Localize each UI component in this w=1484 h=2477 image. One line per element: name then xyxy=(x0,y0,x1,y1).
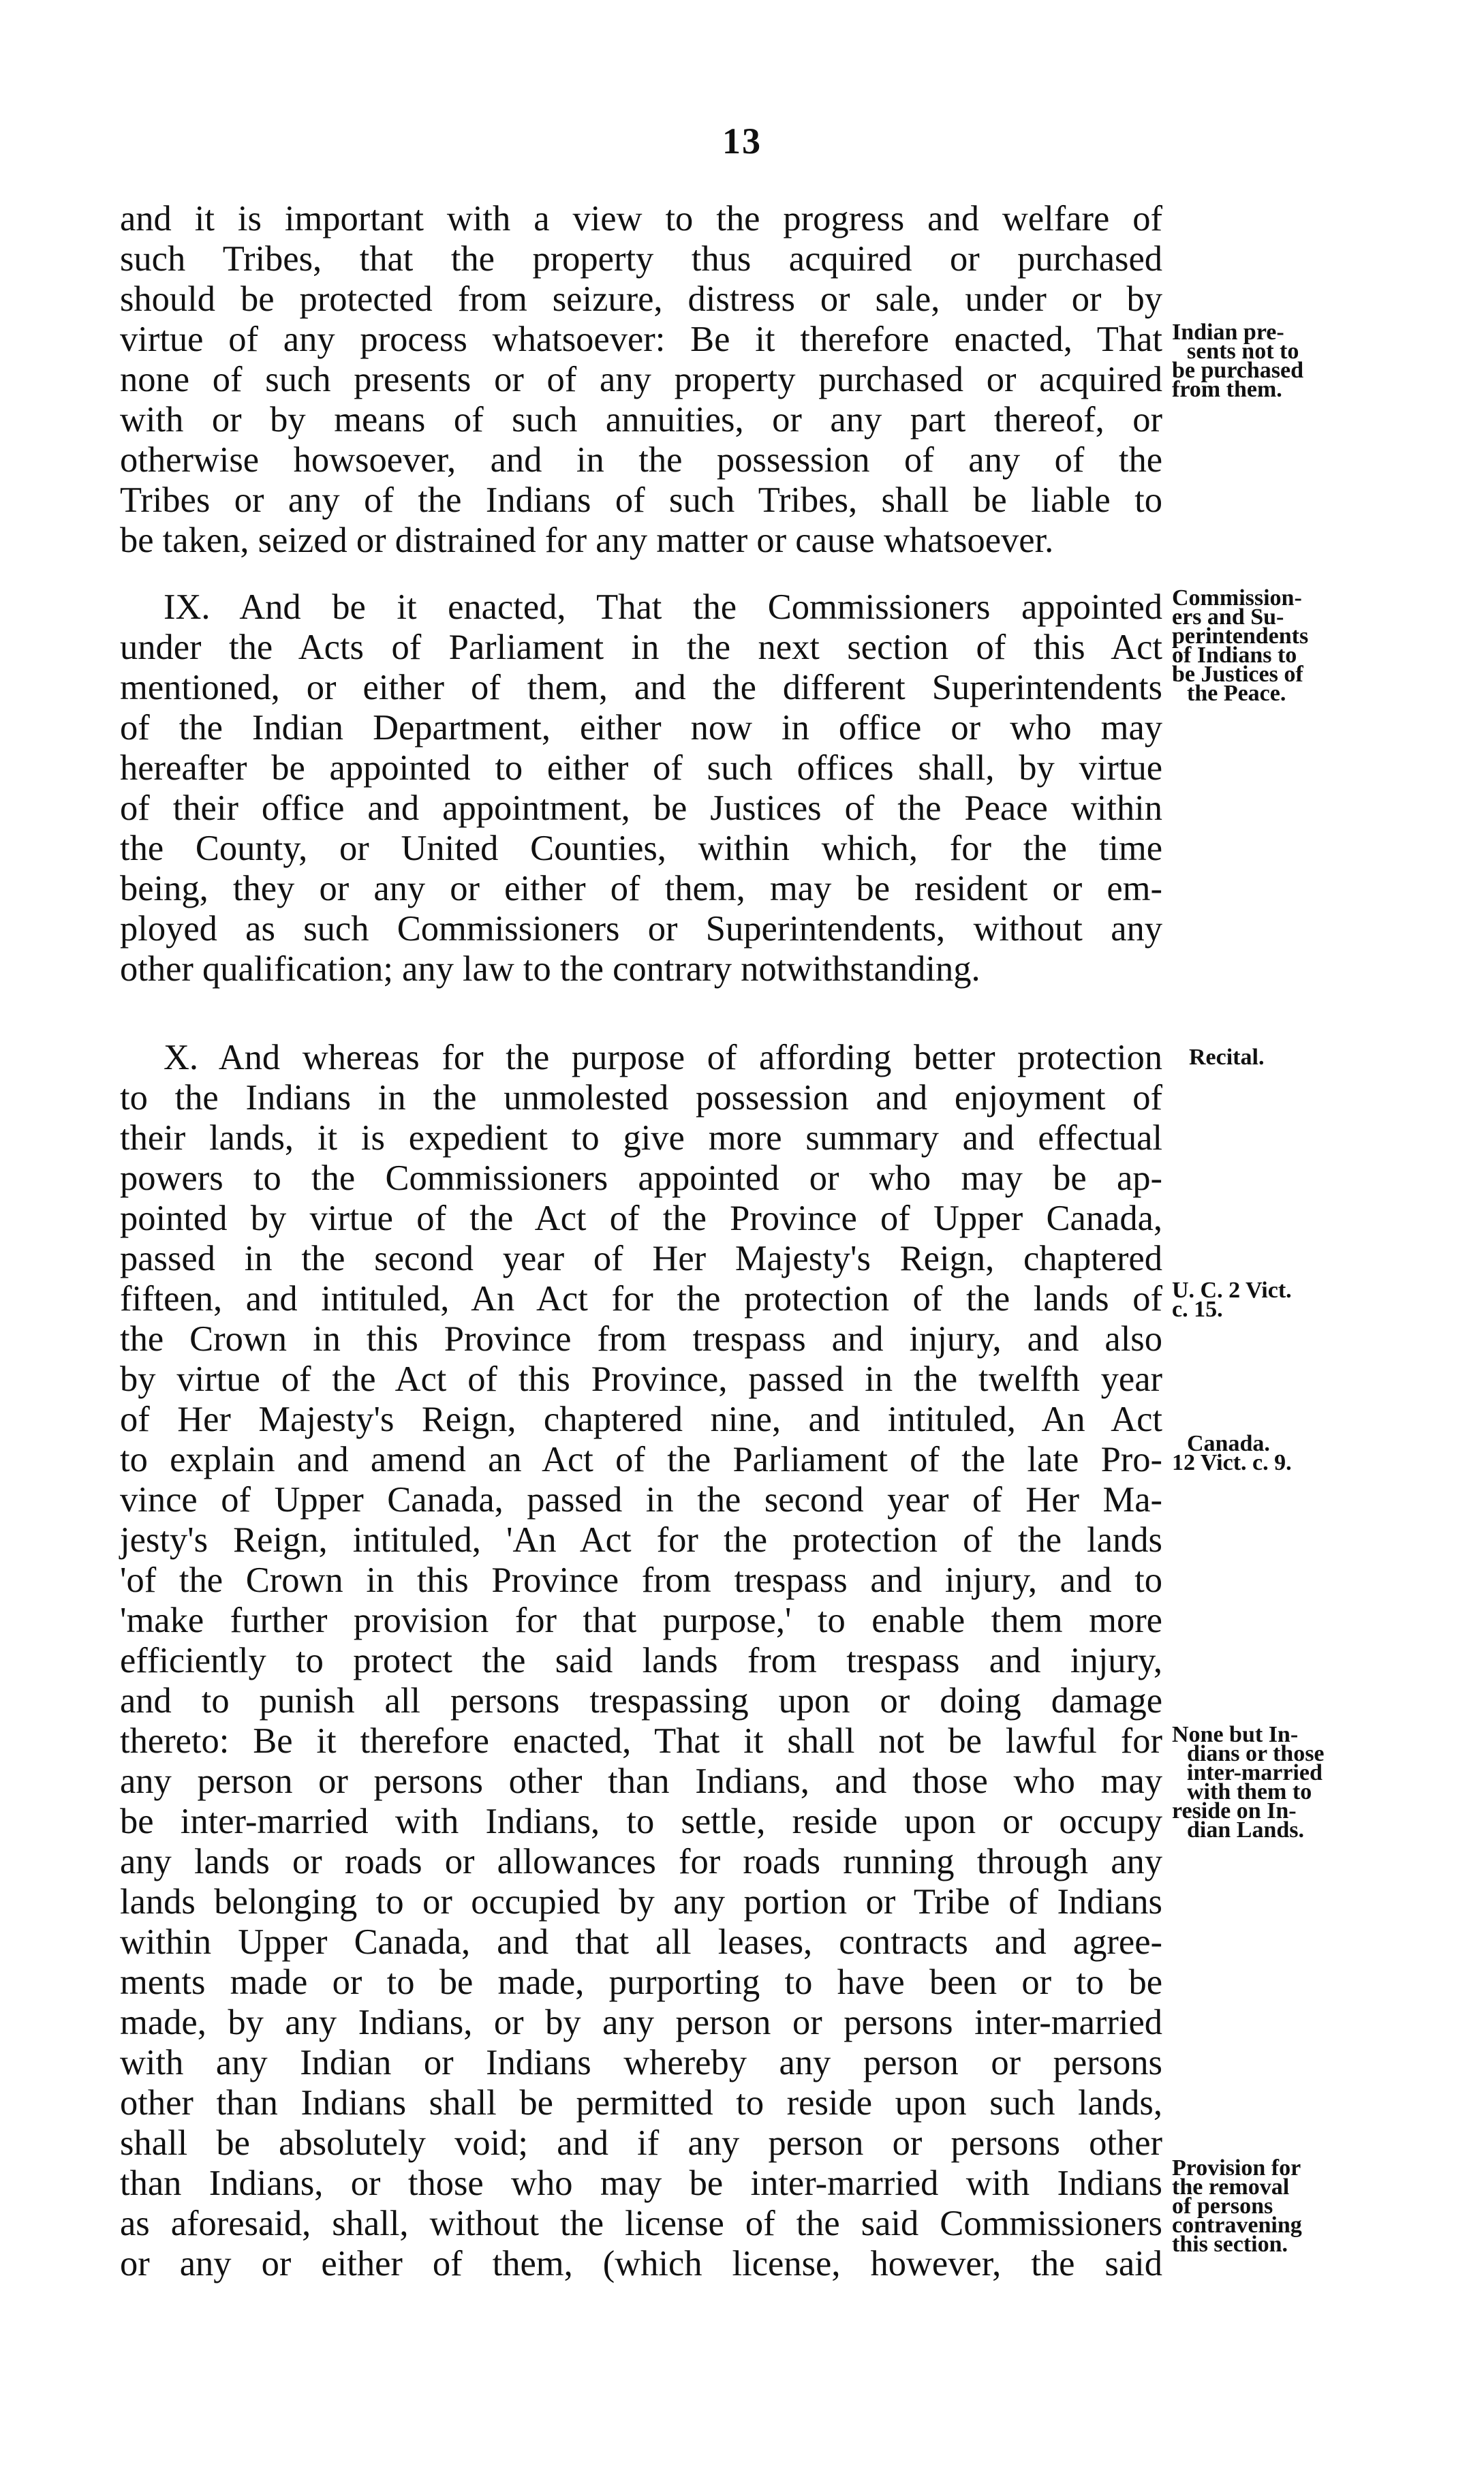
margin-note-line: Indian pre- xyxy=(1172,320,1284,345)
text-line: made, by any Indians, or by any person or persons inter-married xyxy=(120,2003,1162,2042)
text-line: vince of Upper Canada, passed in the second year of Her Ma- xyxy=(120,1480,1162,1520)
margin-note-line: ers and Su- xyxy=(1172,604,1284,630)
margin-note-line: sents not to xyxy=(1187,339,1299,364)
margin-note-line: dians or those xyxy=(1187,1741,1325,1766)
text-line: virtue of any process whatsoever: Be it therefore enacted, That xyxy=(120,320,1162,359)
text-line: passed in the second year of Her Majesty's Reign, chaptered xyxy=(120,1239,1162,1278)
margin-note-line: be purchased xyxy=(1172,358,1304,383)
text-line: hereafter be appointed to either of such offices shall, by virtue xyxy=(120,748,1162,788)
margin-note-line: this section. xyxy=(1172,2232,1288,2257)
margin-note-line: dian Lands. xyxy=(1187,1817,1304,1843)
margin-note-line: perintendents xyxy=(1172,624,1309,649)
text-line: of the Indian Department, either now in office or who may xyxy=(120,708,1162,748)
text-line: and it is important with a view to the progress and welfare of xyxy=(120,199,1162,239)
margin-note-line: Provision for xyxy=(1172,2155,1301,2181)
text-line: or any or either of them, (which license, however, the said xyxy=(120,2244,1162,2283)
text-line: within Upper Canada, and that all leases, contracts and agree- xyxy=(120,1922,1162,1962)
margin-note-line: of Indians to xyxy=(1172,643,1297,668)
text-line: be inter-married with Indians, to settle, reside upon or occupy xyxy=(120,1802,1162,1841)
text-line: their lands, it is expedient to give more summary and effectual xyxy=(120,1118,1162,1158)
margin-note-line: from them. xyxy=(1172,377,1282,402)
text-line: the Crown in this Province from trespass and injury, and also xyxy=(120,1319,1162,1359)
margin-note-line: None but In- xyxy=(1172,1722,1299,1747)
text-line: jesty's Reign, intituled, 'An Act for the protection of the lands xyxy=(120,1520,1162,1560)
margin-note-line: Commission- xyxy=(1172,585,1302,611)
text-line: efficiently to protect the said lands from trespass and injury, xyxy=(120,1641,1162,1680)
margin-note-line: be Justices of xyxy=(1172,662,1303,687)
margin-note-line: c. 15. xyxy=(1172,1297,1223,1322)
text-line: under the Acts of Parliament in the next section of this Act xyxy=(120,628,1162,667)
page-number: 13 xyxy=(722,121,762,161)
text-line: other qualification; any law to the contrary notwithstanding. xyxy=(120,949,980,989)
text-line: by virtue of the Act of this Province, passed in the twelfth year xyxy=(120,1359,1162,1399)
margin-note-recital xyxy=(1189,1045,1387,1070)
margin-note-line: U. C. 2 Vict. xyxy=(1172,1278,1292,1303)
section-x xyxy=(120,1038,1162,2284)
margin-note-line: contravening xyxy=(1172,2213,1302,2238)
text-line: with any Indian or Indians whereby any person or persons xyxy=(120,2043,1162,2082)
margin-note-line: reside on In- xyxy=(1172,1798,1297,1824)
text-line: powers to the Commissioners appointed or who may be ap- xyxy=(120,1158,1162,1198)
paragraph-continuation xyxy=(120,199,1162,561)
text-line: mentioned, or either of them, and the different Superintendents xyxy=(120,668,1162,707)
text-line: shall be absolutely void; and if any person or persons other xyxy=(120,2123,1162,2163)
text-line: IX. And be it enacted, That the Commissioners appointed xyxy=(164,587,1162,627)
text-line: Tribes or any of the Indians of such Tribes, shall be liable to xyxy=(120,480,1162,520)
margin-note-line: of persons xyxy=(1172,2194,1273,2219)
text-line: such Tribes, that the property thus acquired or purchased xyxy=(120,239,1162,279)
text-line: other than Indians shall be permitted to reside upon such lands, xyxy=(120,2083,1162,2123)
text-line: lands belonging to or occupied by any portion or Tribe of Indians xyxy=(120,1882,1162,1922)
text-line: fifteen, and intituled, An Act for the protection of the lands of xyxy=(120,1279,1162,1319)
text-line: pointed by virtue of the Act of the Province of Upper Canada, xyxy=(120,1199,1162,1238)
text-line: being, they or any or either of them, may be resident or em- xyxy=(120,869,1162,908)
text-line: otherwise howsoever, and in the possession of any of the xyxy=(120,440,1162,480)
margin-note-commissioners xyxy=(1172,585,1370,706)
text-line: X. And whereas for the purpose of affording better protection xyxy=(164,1038,1162,1077)
margin-note-none-but-indians xyxy=(1172,1722,1370,1843)
margin-note-line: Recital. xyxy=(1189,1045,1265,1070)
text-line: ployed as such Commissioners or Superintendents, without any xyxy=(120,909,1162,949)
margin-note-canada-act xyxy=(1172,1431,1370,1475)
margin-note-line: the removal xyxy=(1172,2174,1290,2200)
text-line: any lands or roads or allowances for roads running through any xyxy=(120,1842,1162,1881)
text-line: should be protected from seizure, distress or sale, under or by xyxy=(120,279,1162,319)
section-ix xyxy=(120,587,1162,989)
text-line: the County, or United Counties, within which, for the time xyxy=(120,829,1162,868)
text-line: to the Indians in the unmolested possession and enjoyment of xyxy=(120,1078,1162,1118)
margin-note-provision-removal xyxy=(1172,2155,1370,2257)
text-line: be taken, seized or distrained for any matter or cause whatsoever. xyxy=(120,521,1054,560)
margin-note-indian-presents xyxy=(1172,320,1370,402)
text-line: as aforesaid, shall, without the license of the said Commissioners xyxy=(120,2204,1162,2243)
margin-note-uc-act xyxy=(1172,1278,1370,1322)
margin-note-line: 12 Vict. c. 9. xyxy=(1172,1450,1292,1475)
margin-note-line: the Peace. xyxy=(1187,681,1286,706)
text-line: thereto: Be it therefore enacted, That it shall not be lawful for xyxy=(120,1721,1162,1761)
text-line: 'of the Crown in this Province from trespass and injury, and to xyxy=(120,1560,1162,1600)
text-line: 'make further provision for that purpose,' to enable them more xyxy=(120,1601,1162,1640)
text-line: any person or persons other than Indians, and those who may xyxy=(120,1761,1162,1801)
text-line: of their office and appointment, be Justices of the Peace within xyxy=(120,788,1162,828)
margin-note-line: inter-married xyxy=(1187,1760,1323,1785)
text-line: none of such presents or of any property purchased or acquired xyxy=(120,360,1162,399)
text-line: to explain and amend an Act of the Parliament of the late Pro- xyxy=(120,1440,1162,1479)
margin-note-line: Canada. xyxy=(1187,1431,1270,1456)
text-line: and to punish all persons trespassing upon or doing damage xyxy=(120,1681,1162,1721)
text-line: than Indians, or those who may be inter-married with Indians xyxy=(120,2164,1162,2203)
text-line: ments made or to be made, purporting to have been or to be xyxy=(120,1963,1162,2002)
margin-note-line: with them to xyxy=(1187,1779,1312,1804)
text-line: of Her Majesty's Reign, chaptered nine, and intituled, An Act xyxy=(120,1400,1162,1439)
text-line: with or by means of such annuities, or any part thereof, or xyxy=(120,400,1162,440)
